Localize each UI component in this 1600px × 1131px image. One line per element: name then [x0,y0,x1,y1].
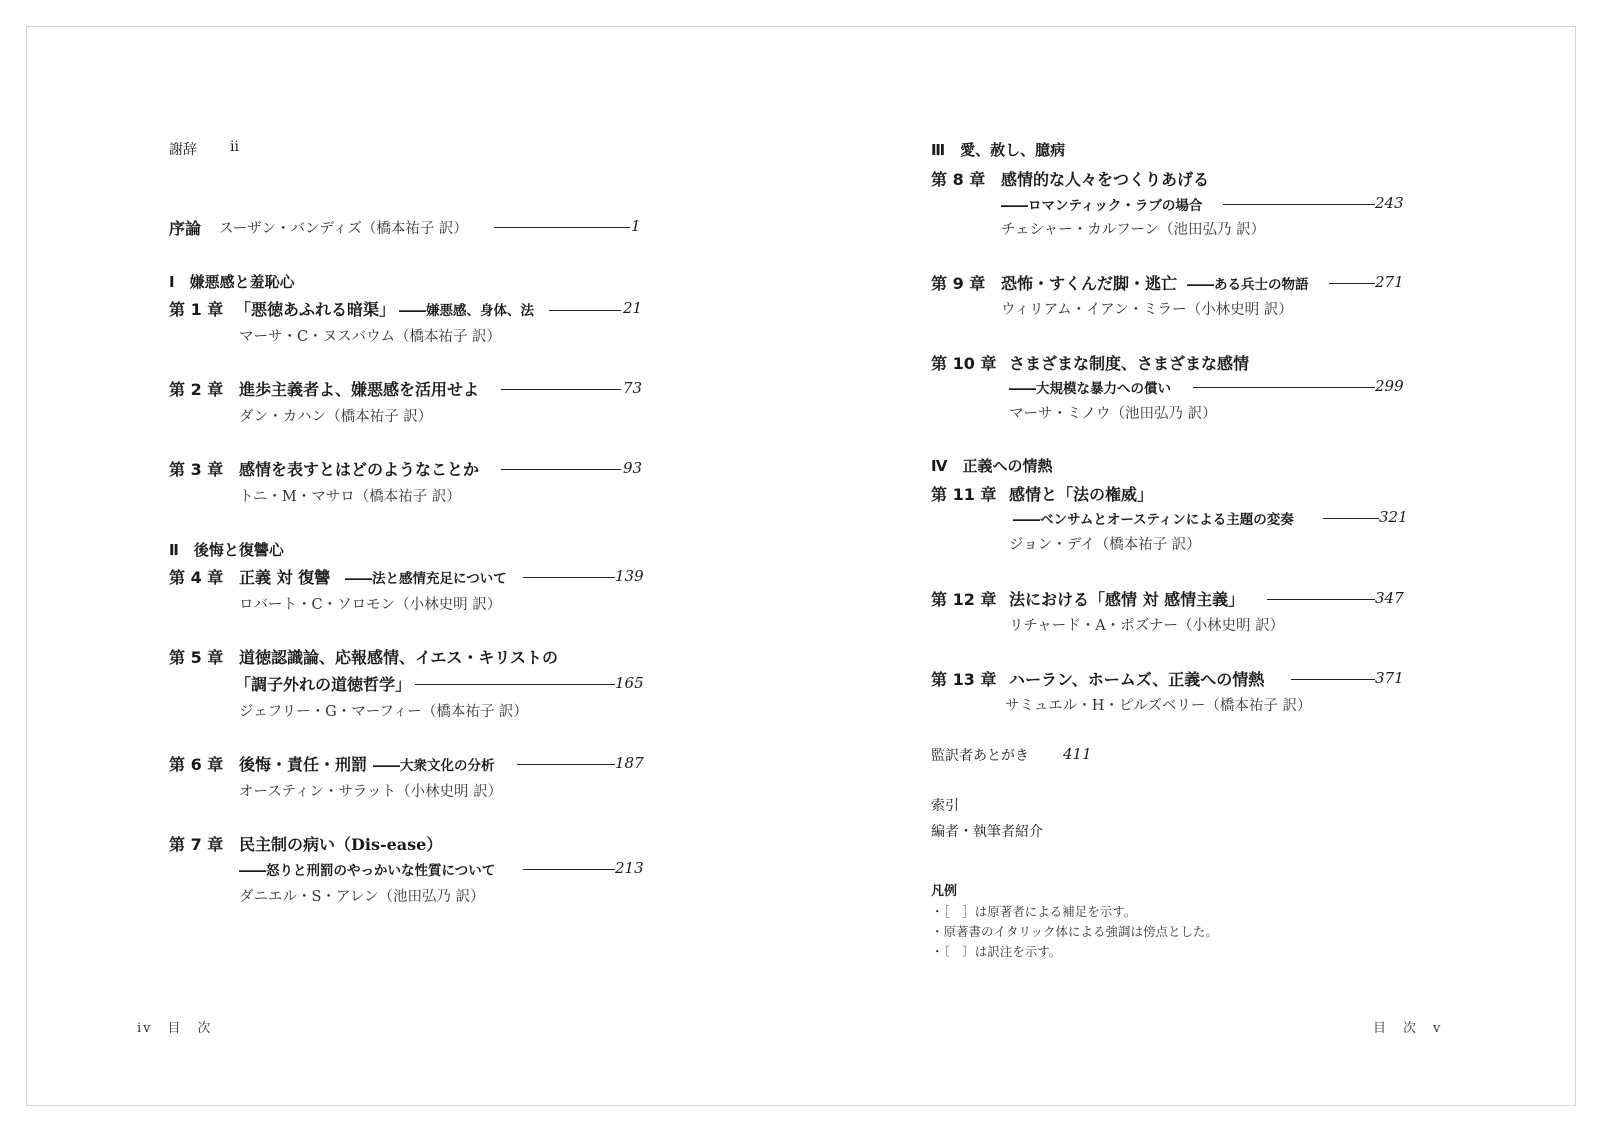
ch4-number: 第 4 章 [169,568,224,587]
ch4-subtitle: ――法と感情充足について [345,571,507,587]
ch11-subtitle: ――ベンサムとオースティンによる主題の変奏 [1013,512,1294,528]
leader-line [523,577,615,578]
ch3-title: 感情を表すとはどのようなことか [239,460,480,479]
ch11-title: 感情と「法の権威」 [1009,485,1154,504]
ch3-translator: トニ・M・マサロ（橋本祐子 訳） [239,489,461,505]
ch9-number: 第 9 章 [931,274,986,293]
ch10-subtitle: ――大規模な暴力への償い [1009,381,1171,397]
ack-page: ii [230,139,239,155]
ch8-translator: チェシャー・カルフーン（池田弘乃 訳） [1001,222,1266,238]
ch6-translator: オースティン・サラット（小林史明 訳） [239,784,503,800]
part-1-heading: Ⅰ 嫌悪感と羞恥心 [169,273,295,291]
leader-line [517,764,615,765]
leader-line [1267,599,1375,600]
ch5-number: 第 5 章 [169,648,224,667]
ch9-translator: ウィリアム・イアン・ミラー（小林史明 訳） [1001,302,1293,318]
ch13-page: 371 [1375,669,1404,687]
legend-item: ・［ ］は原著者による補足を示す。 [931,904,1137,919]
legend-item: ・原著書のイタリック体による強調は傍点とした。 [931,924,1219,939]
ch10-page: 299 [1375,377,1404,395]
leader-line [415,684,615,685]
ch5-title-line1: 道徳認識論、応報感情、イエス・キリストの [239,648,559,667]
ch6-subtitle: ――大衆文化の分析 [373,758,495,774]
book-spread [26,26,1576,1106]
ch2-translator: ダン・カハン（橋本祐子 訳） [239,409,433,425]
ch1-page: 21 [623,299,643,317]
leader-line [1193,387,1375,388]
part-4-heading: Ⅳ 正義への情熱 [931,457,1053,475]
part-2-heading: Ⅱ 後悔と復讐心 [169,541,284,559]
ch12-number: 第 12 章 [931,590,997,609]
intro-title: スーザン・バンディズ（橋本祐子 訳） [219,221,468,237]
ch4-page: 139 [615,567,644,585]
ch1-title: 「悪徳あふれる暗渠」 [235,300,396,319]
ch11-page: 321 [1379,508,1408,526]
ch1-number: 第 1 章 [169,300,224,319]
ch5-title-line2: 「調子外れの道徳哲学」 [235,675,412,694]
ch6-number: 第 6 章 [169,755,224,774]
ch2-number: 第 2 章 [169,380,224,399]
afterword-title: 監訳者あとがき [931,748,1029,764]
ch8-number: 第 8 章 [931,170,986,189]
ch4-title: 正義 対 復讐 [239,568,331,587]
ch11-number: 第 11 章 [931,485,997,504]
leader-line [501,469,621,470]
ch6-page: 187 [615,754,644,772]
ch12-page: 347 [1375,589,1404,607]
ch5-page: 165 [615,674,644,692]
leader-line [494,227,630,228]
ch10-title: さまざまな制度、さまざまな感情 [1009,354,1250,373]
ch9-subtitle: ――ある兵士の物語 [1187,277,1309,293]
ch4-translator: ロバート・C・ソロモン（小林史明 訳） [239,597,502,613]
ch7-number: 第 7 章 [169,835,224,854]
ch2-page: 73 [623,379,643,397]
legend-item: ・〔 〕は訳注を示す。 [931,944,1062,959]
ch8-title: 感情的な人々をつくりあげる [1001,170,1210,189]
part-3-heading: Ⅲ 愛、赦し、臆病 [931,141,1066,159]
ch10-number: 第 10 章 [931,354,997,373]
right-folio: 目 次 v [1373,1021,1443,1036]
legend-heading: 凡例 [931,884,958,899]
leader-line [523,869,615,870]
ch10-translator: マーサ・ミノウ（池田弘乃 訳） [1009,406,1217,422]
ch13-number: 第 13 章 [931,670,997,689]
leader-line [501,389,621,390]
ch7-title: 民主制の病い（Dis-ease） [239,835,443,854]
ch7-subtitle: ――怒りと刑罰のやっかいな性質について [239,863,496,879]
ch3-page: 93 [623,459,643,477]
leader-line [1323,518,1379,519]
afterword-page: 411 [1063,745,1092,763]
ch12-translator: リチャード・A・ポズナー（小林史明 訳） [1009,618,1285,634]
ack-title: 謝辞 [169,142,197,158]
ch11-translator: ジョン・デイ（橋本祐子 訳） [1009,537,1201,553]
ch12-title: 法における「感情 対 感情主義」 [1009,590,1245,609]
ch1-subtitle: ――嫌悪感、身体、法 [399,303,534,319]
ch7-page: 213 [615,859,644,877]
ch6-title: 後悔・責任・刑罰 [239,755,368,774]
ch5-translator: ジェフリー・G・マーフィー（橋本祐子 訳） [239,704,528,720]
ch13-title: ハーラン、ホームズ、正義への情熱 [1009,670,1265,689]
leader-line [1329,283,1375,284]
ch7-translator: ダニエル・S・アレン（池田弘乃 訳） [239,889,485,905]
left-folio: iv 目 次 [137,1021,213,1036]
ch8-page: 243 [1375,194,1404,212]
ch9-title: 恐怖・すくんだ脚・逃亡 [1001,274,1178,293]
ch9-page: 271 [1375,273,1404,291]
index-entry: 索引 [931,798,959,814]
ch1-translator: マーサ・C・ヌスバウム（橋本祐子 訳） [239,329,502,345]
intro-page: 1 [631,217,641,235]
leader-line [1291,679,1375,680]
contributors-entry: 編者・執筆者紹介 [931,824,1043,840]
ch13-translator: サミュエル・H・ピルズベリー（橋本祐子 訳） [1005,698,1312,714]
leader-line [1223,204,1375,205]
leader-line [549,310,621,311]
ch8-subtitle: ――ロマンティック・ラブの場合 [1001,198,1203,214]
ch2-title: 進歩主義者よ、嫌悪感を活用せよ [239,380,480,399]
ch3-number: 第 3 章 [169,460,224,479]
intro-label: 序論 [169,219,202,238]
